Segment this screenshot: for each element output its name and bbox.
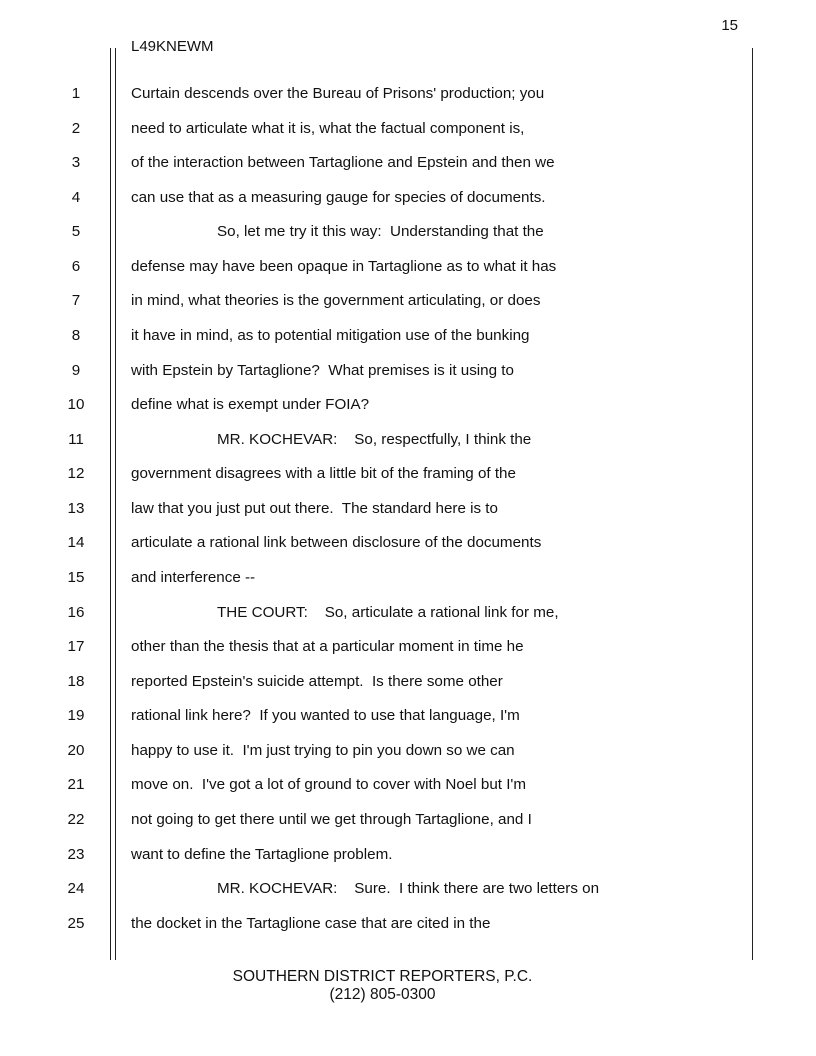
transcript-line bbox=[0, 913, 816, 935]
line-text: MR. KOCHEVAR: Sure. I think there are two letters on bbox=[217, 880, 600, 898]
line-text: need to articulate what it is, what the factual component is, bbox=[131, 119, 525, 137]
line-number: 3 bbox=[71, 154, 81, 172]
footer-phone: (212) 805-0300 bbox=[329, 986, 436, 1003]
line-text: with Epstein by Tartaglione? What premises is it using to bbox=[131, 361, 514, 379]
line-number: 11 bbox=[68, 430, 84, 448]
line-number: 9 bbox=[71, 361, 81, 379]
transcript-line bbox=[0, 809, 816, 831]
line-number: 15 bbox=[67, 568, 85, 586]
line-text: define what is exempt under FOIA? bbox=[131, 396, 370, 414]
line-text: other than the thesis that at a particular moment in time he bbox=[131, 638, 524, 656]
line-number: 8 bbox=[71, 326, 81, 344]
transcript-line bbox=[0, 463, 816, 485]
line-text: the docket in the Tartaglione case that are cited in the bbox=[131, 914, 491, 932]
line-number: 6 bbox=[71, 257, 81, 275]
page-number: 15 bbox=[721, 17, 738, 34]
transcript-line bbox=[0, 705, 816, 727]
line-number: 21 bbox=[67, 776, 85, 794]
transcript-line bbox=[0, 256, 816, 278]
line-number: 2 bbox=[71, 119, 81, 137]
line-number: 18 bbox=[67, 672, 85, 690]
line-text: defense may have been opaque in Tartaglione as to what it has bbox=[131, 257, 557, 275]
line-text: reported Epstein's suicide attempt. Is there some other bbox=[131, 672, 503, 690]
transcript-line bbox=[0, 429, 816, 451]
transcript-line bbox=[0, 844, 816, 866]
transcript-line bbox=[0, 567, 816, 589]
line-text: rational link here? If you wanted to use that language, I'm bbox=[131, 707, 520, 725]
line-text: in mind, what theories is the government articulating, or does bbox=[131, 292, 541, 310]
transcript-line bbox=[0, 152, 816, 174]
transcript-line bbox=[0, 740, 816, 762]
line-text: happy to use it. I'm just trying to pin you down so we can bbox=[131, 741, 515, 759]
line-text: Curtain descends over the Bureau of Prisons' production; you bbox=[131, 85, 545, 102]
line-number: 17 bbox=[67, 638, 85, 656]
line-text: of the interaction between Tartaglione and Epstein and then we bbox=[131, 154, 555, 172]
line-number: 14 bbox=[67, 534, 85, 552]
line-number: 1 bbox=[71, 85, 81, 102]
line-number: 16 bbox=[67, 603, 85, 621]
line-text: and interference -- bbox=[131, 568, 256, 586]
line-text: MR. KOCHEVAR: So, respectfully, I think the bbox=[217, 430, 532, 448]
line-number: 12 bbox=[67, 465, 85, 483]
line-text: it have in mind, as to potential mitigation use of the bunking bbox=[131, 326, 530, 344]
transcript-line bbox=[0, 118, 816, 140]
transcript-line bbox=[0, 187, 816, 209]
line-text: move on. I've got a lot of ground to cover with Noel but I'm bbox=[131, 776, 526, 794]
line-text: government disagrees with a little bit of the framing of the bbox=[131, 465, 516, 483]
transcript-line bbox=[0, 360, 816, 382]
transcript-line bbox=[0, 221, 816, 243]
line-number: 24 bbox=[67, 880, 85, 898]
footer-firm: SOUTHERN DISTRICT REPORTERS, P.C. bbox=[232, 968, 533, 985]
line-text: can use that as a measuring gauge for species of documents. bbox=[131, 188, 546, 206]
transcript-line bbox=[0, 636, 816, 658]
line-number: 23 bbox=[67, 845, 85, 863]
line-text: articulate a rational link between disclosure of the documents bbox=[131, 534, 542, 552]
transcript-line bbox=[0, 532, 816, 554]
transcript-line bbox=[0, 498, 816, 520]
line-number: 13 bbox=[67, 499, 85, 517]
line-number: 19 bbox=[67, 707, 85, 725]
transcript-line bbox=[0, 774, 816, 796]
line-number: 20 bbox=[67, 741, 85, 759]
line-number: 25 bbox=[67, 914, 85, 932]
transcript-line bbox=[0, 394, 816, 416]
transcript-line bbox=[0, 671, 816, 693]
line-number: 4 bbox=[71, 188, 81, 206]
case-code: L49KNEWM bbox=[131, 38, 214, 55]
line-text: not going to get there until we get through Tartaglione, and I bbox=[131, 810, 532, 828]
line-text: law that you just put out there. The standard here is to bbox=[131, 499, 498, 517]
transcript-line bbox=[0, 602, 816, 624]
line-number: 5 bbox=[71, 223, 81, 241]
line-text: want to define the Tartaglione problem. bbox=[131, 845, 393, 863]
line-number: 10 bbox=[67, 396, 85, 414]
line-number: 7 bbox=[71, 292, 81, 310]
line-text: THE COURT: So, articulate a rational link for me, bbox=[217, 603, 559, 621]
transcript-line bbox=[0, 83, 816, 105]
transcript-line bbox=[0, 878, 816, 900]
transcript-line bbox=[0, 325, 816, 347]
line-text: So, let me try it this way: Understanding that the bbox=[217, 223, 544, 241]
line-number: 22 bbox=[67, 810, 85, 828]
transcript-line bbox=[0, 290, 816, 312]
